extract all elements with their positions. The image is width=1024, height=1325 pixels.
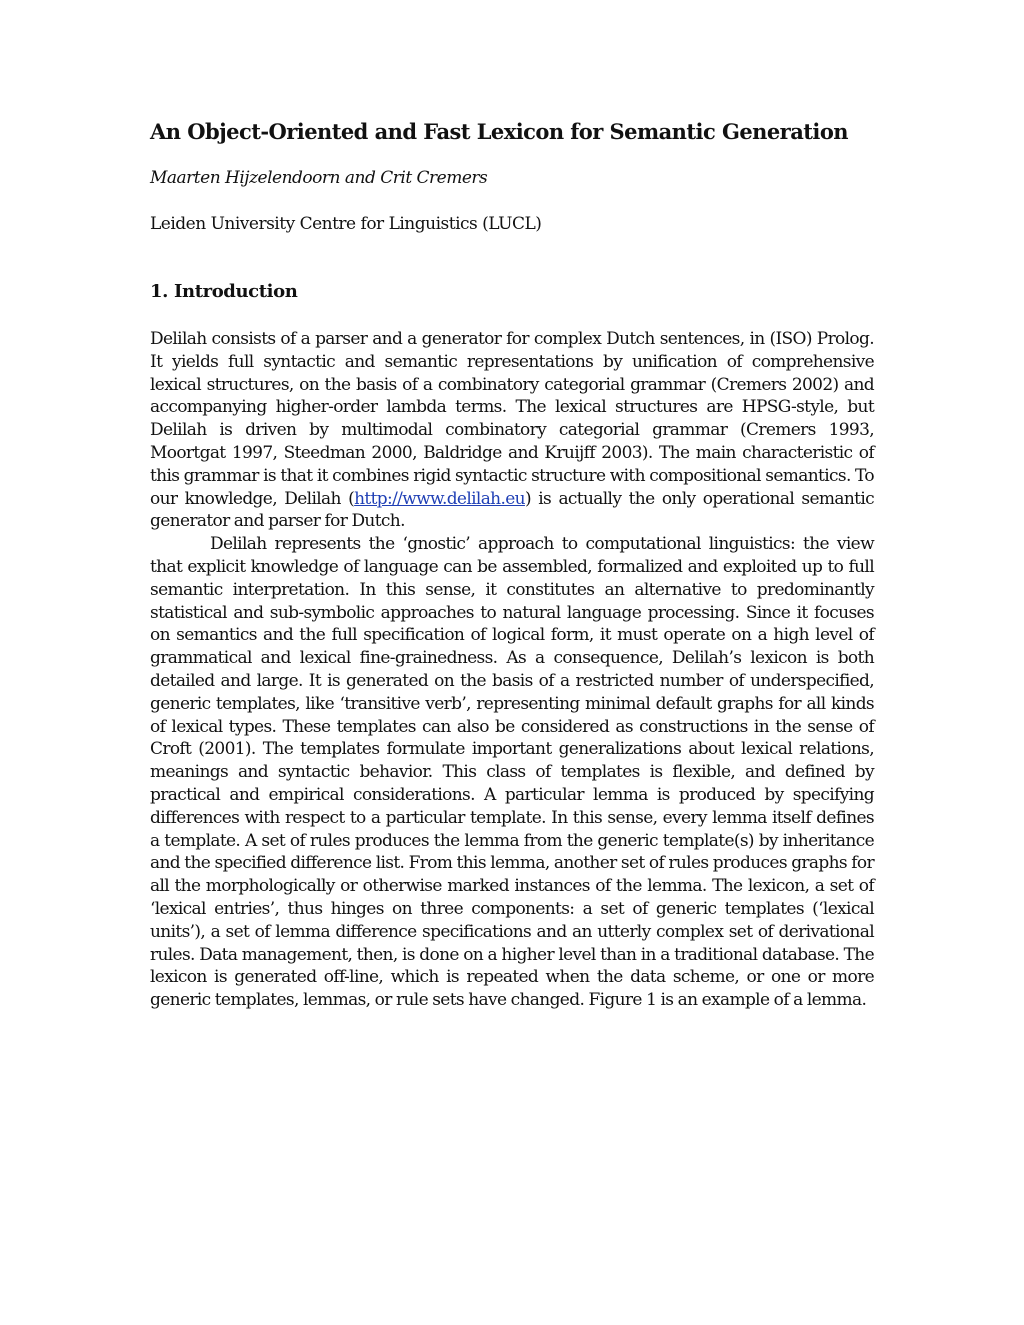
paragraph-1-text-end: ) is actually the only operational semantic generator and parser for Dutch. — [150, 488, 875, 532]
paragraph-1-text-start: Delilah consists of a parser and a generator for complex Dutch sentences, in (ISO) Prolog. It yields full syntactic and semantic representations by unification of comprehensive lexical structures, on the basis of a combinatory categorial grammar (Cremers 2002) and accompanying higher-order lambda terms. The lexical structures are HPSG-style, but Delilah is driven by multimodal combinatory categorial grammar (Cremers 1993, Moortgat 1997, Steedman 2000, Baldridge and Kruijff 2003). The main characteristic of this grammar is that it combines rigid syntactic structure with compositional semantics. To our knowledge, Delilah ( — [150, 329, 874, 509]
paper-affiliation: Leiden University Centre for Linguistics (LUCL) — [150, 214, 542, 234]
paper-authors: Maarten Hijzelendoorn and Crit Cremers — [150, 168, 488, 188]
paragraph-2: Delilah represents the ‘gnostic’ approach to computational linguistics: the view that explicit knowledge of language can be assembled, formalized and exploited up to full semantic interpretation. In this sense, it constitutes an alternative to predominantly statistical and sub-symbolic approaches to natural language processing. Since it focuses on semantics and the full specification of logical form, it must operate on a high level of grammatical and lexical fine-grainedness. As a consequence, Delilah’s lexicon is both detailed and large. It is generated on the basis of a restricted number of underspecified, generic templates, like ‘transitive verb’, representing minimal default graphs for all kinds of lexical types. These templates can also be considered as constructions in the sense of Croft (2001). The templates formulate important generalizations about lexical relations, meanings and syntactic behavior. This class of templates is flexible, and defined by practical and empirical considerations. A particular lemma is produced by specifying differences with respect to a particular template. In this sense, every lemma itself defines a template. A set of rules produces the lemma from the generic template(s) by inheritance and the specified difference list. From this lemma, another set of rules produces graphs for all the morphologically or otherwise marked instances of the lemma. The lexicon, a set of ‘lexical entries’, thus hinges on three components: a set of generic templates (‘lexical units’), a set of lemma difference specifications and an utterly complex set of derivational rules. Data management, then, is done on a higher level than in a traditional database. The lexicon is generated off-line, which is repeated when the data scheme, or one or more generic templates, lemmas, or rule sets have changed. Figure 1 is an example of a lemma. — [150, 534, 874, 1011]
section-title: Introduction — [174, 281, 298, 302]
paper-title: An Object-Oriented and Fast Lexicon for Semantic Generation — [150, 119, 849, 144]
section-heading — [150, 281, 297, 302]
delilah-website-link[interactable]: http://www.delilah.eu — [354, 488, 525, 509]
section-number: 1. — [150, 281, 168, 302]
body-text — [150, 328, 874, 1012]
paper-page — [150, 116, 875, 1011]
paragraph-1 — [150, 328, 874, 533]
